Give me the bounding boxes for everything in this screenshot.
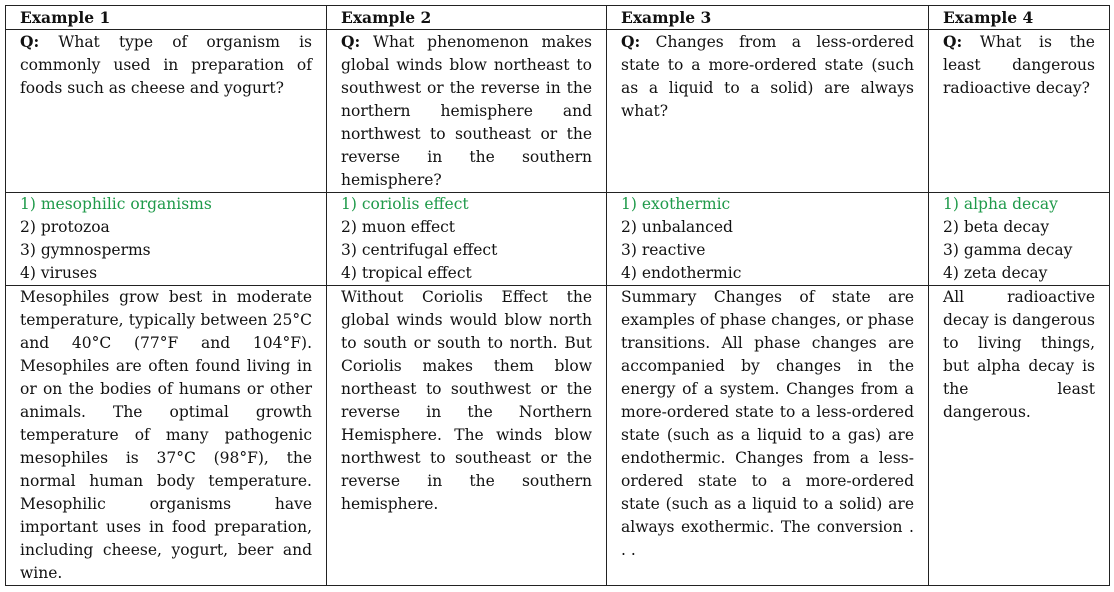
question-text: What is the least dangerous radioactive decay? (943, 33, 1095, 97)
answer-option: 3) centrifugal effect (341, 241, 498, 259)
answer-option: 4) zeta decay (943, 264, 1048, 282)
answer-option: 3) gamma decay (943, 241, 1073, 259)
answers-cell (607, 193, 929, 286)
question-text: What phenomenon makes global winds blow northeast to southwest or the reverse in the northern hemisphere and northwest to southeast or the reverse in the southern hemisphere? (341, 33, 592, 189)
answer-option: 2) protozoa (20, 218, 110, 236)
context-passage: Summary Changes of state are examples of phase changes, or phase transitions. All phase changes are accompanied by changes in the energy of a system. Changes from a more-ordered state to a less-ordered state (such as a liquid to a gas) are endothermic. Changes from a less-ordered state to a more-ordered state (such as a liquid to a solid) are always exothermic. The conversion . . . (607, 286, 929, 586)
question-prefix: Q: (341, 32, 361, 51)
answers-row (6, 193, 1110, 286)
question-prefix: Q: (943, 32, 963, 51)
example-header: Example 3 (607, 6, 929, 30)
examples-table (5, 5, 1110, 586)
answer-option: 3) reactive (621, 241, 706, 259)
question-text: Changes from a less-ordered state to a more-ordered state (such as a liquid to a solid) are always what? (621, 33, 914, 120)
answer-option-correct: 1) alpha decay (943, 195, 1058, 213)
question-prefix: Q: (20, 32, 40, 51)
question-cell (607, 30, 929, 193)
answers-cell (6, 193, 327, 286)
answer-option-correct: 1) exothermic (621, 195, 731, 213)
answers-cell (929, 193, 1110, 286)
question-row (6, 30, 1110, 193)
context-passage: Without Coriolis Effect the global winds would blow north to south or south to north. But Coriolis makes them blow northeast to southwest or the reverse in the Northern Hemisphere. The winds blow northwest to southeast or the reverse in the southern hemisphere. (327, 286, 607, 586)
question-cell (6, 30, 327, 193)
question-prefix: Q: (621, 32, 641, 51)
answer-option: 4) viruses (20, 264, 98, 282)
answer-option: 2) beta decay (943, 218, 1050, 236)
answer-option: 3) gymnosperms (20, 241, 151, 259)
question-cell (929, 30, 1110, 193)
question-cell (327, 30, 607, 193)
example-header: Example 2 (327, 6, 607, 30)
example-header: Example 1 (6, 6, 327, 30)
question-text: What type of organism is commonly used in preparation of foods such as cheese and yogurt? (20, 33, 312, 97)
answers-cell (327, 193, 607, 286)
answer-option: 4) tropical effect (341, 264, 472, 282)
answer-option: 2) muon effect (341, 218, 456, 236)
answer-option: 4) endothermic (621, 264, 742, 282)
example-header: Example 4 (929, 6, 1110, 30)
answer-option-correct: 1) coriolis effect (341, 195, 469, 213)
context-passage: All radioactive decay is dangerous to living things, but alpha decay is the least dangerous. (929, 286, 1110, 586)
header-row (6, 6, 1110, 30)
context-passage: Mesophiles grow best in moderate temperature, typically between 25°C and 40°C (77°F and 104°F). Mesophiles are often found living in or on the bodies of humans or other animals. The optimal growth temperature of many pathogenic mesophiles is 37°C (98°F), the normal human body temperature. Mesophilic organisms have important uses in food preparation, including cheese, yogurt, beer and wine. (6, 286, 327, 586)
answer-option-correct: 1) mesophilic organisms (20, 195, 212, 213)
answer-option: 2) unbalanced (621, 218, 733, 236)
context-row (6, 286, 1110, 586)
